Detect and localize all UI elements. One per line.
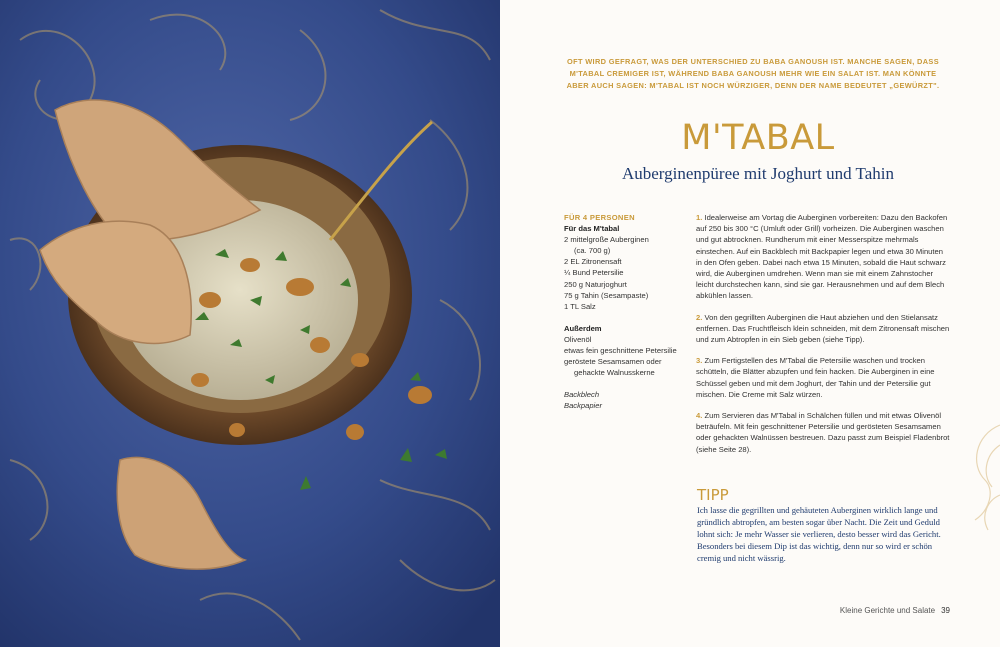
ingredient-item: gehackte Walnusskerne (574, 368, 655, 378)
ingredient-group-title: Außerdem (564, 323, 602, 333)
ingredient-item: 75 g Tahin (Sesampaste) (564, 290, 649, 300)
step-2 (696, 312, 950, 346)
step-text: Zum Servieren das M'Tabal in Schälchen füllen und mit etwas Olivenöl beträufeln. Mit fein geschnittener Petersilie und gerösteten Sesamsamen oder gehackten Walnüssen bestreuen. Dazu passt zum Beispiel Fladenbrot (siehe Seite 28). (696, 411, 950, 454)
step-number: 1. (696, 213, 703, 222)
tip-text: Ich lasse die gegrillten und gehäuteten Auberginen wirklich lange und gründlich abtropfen, am besten sogar über Nacht. Die Zeit und Geduld lohnt sich: Je mehr Wasser sie verlieren, desto besser wird das Gericht. Besonders bei diesem Dip ist das wichtig, denn nur so wird er schön cremig und nicht wässrig. (697, 505, 941, 564)
tip-heading: TIPP (697, 486, 729, 504)
ingredient-item: 250 g Naturjoghurt (564, 279, 627, 289)
ingredient-item: 2 mittelgroße Auberginen (564, 235, 649, 245)
section-name: Kleine Gerichte und Salate (839, 606, 936, 615)
ingredient-item: ¼ Bund Petersilie (564, 268, 624, 278)
ingredient-item: 2 EL Zitronensaft (564, 257, 622, 267)
step-3 (696, 355, 950, 400)
step-number: 3. (696, 356, 703, 366)
step-1 (696, 212, 950, 302)
step-number: 2. (696, 312, 703, 322)
page-footer (820, 606, 950, 615)
page-number: 39 (941, 606, 950, 615)
step-text: Idealerweise am Vortag die Auberginen vorbereiten: Dazu den Backofen auf 250 bis 300 °C (Umluft oder Grill) vorheizen. Die Auberginen waschen und gut abtrocknen. Rundherum mit einer Messerspitze mehrmals einstechen. Auf ein Backblech mit Backpapier legen und etwa 30 Minuten in den Ofen geben. Dabei nach etwa 15 Minuten, sobald die Haut schwarz wird, die Auberginen umdrehen. Wenn man sie mit einem Zahnstocher leicht durchstechen kann, sind sie gar. Herausnehmen und auf dem Blech abkühlen lassen. (696, 213, 948, 301)
step-text: Zum Fertigstellen des M'Tabal die Petersilie waschen und trocken schütteln, die Blätter abzupfen und fein hacken. Die Auberginen in eine Schüssel geben und mit dem Joghurt, der Tahin und der Petersilie gut mischen. Die Creme mit Salz würzen. (696, 356, 935, 399)
tool-item: Backpapier (564, 401, 602, 411)
ingredients-list (564, 212, 689, 412)
intro-text: OFT WIRD GEFRAGT, WAS DER UNTERSCHIED ZU BABA GANOUSH IST. MANCHE SAGEN, DASS M'TABAL CREMIGER IST, WÄHREND BABA GANOUSH MEHR WIE EIN SALAT IST. MAN KÖNNTE ABER AUCH SAGEN: M'TABAL IST NOCH WÜRZIGER, DENN DER NAME BEDEUTET „GEWÜRZT". (566, 57, 940, 91)
recipe-subtitle: Auberginenpüree mit Joghurt und Tahin (621, 164, 895, 183)
ingredient-item: etwas fein geschnittene Petersilie (564, 346, 677, 356)
method-steps (696, 212, 950, 465)
ingredient-item: 1 TL Salz (564, 301, 596, 311)
step-text: Von den gegrillten Auberginen die Haut abziehen und den Stielansatz entfernen. Das Fruchtfleisch klein schneiden, mit dem Zitronensaft mischen und zum Abtropfen in ein Sieb geben (siehe Tipp). (696, 312, 950, 345)
tool-item: Backblech (564, 390, 600, 400)
ingredient-group-title: Für das M'tabal (564, 224, 620, 234)
servings-heading: FÜR 4 PERSONEN (564, 213, 635, 222)
recipe-title: M'TABAL (681, 118, 835, 158)
step-number: 4. (696, 411, 703, 421)
decorative-swirl-icon (950, 415, 1000, 535)
ingredient-item: geröstete Sesamsamen oder (564, 357, 662, 367)
ingredient-item: Olivenöl (564, 334, 592, 344)
step-4 (696, 410, 950, 455)
ingredient-item: (ca. 700 g) (574, 246, 611, 256)
